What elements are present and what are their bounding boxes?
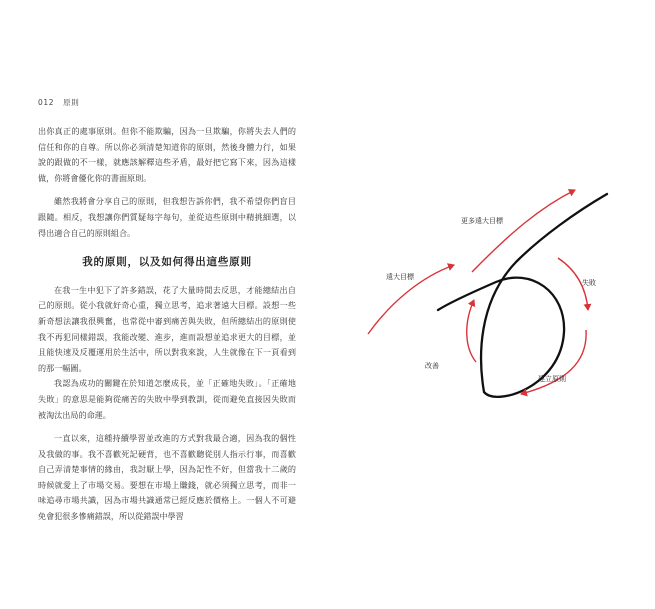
label-goals: 遠大目標	[386, 273, 414, 281]
diagram-canvas	[366, 182, 626, 412]
body-text-column	[38, 124, 296, 525]
chapter-title: 原則	[63, 98, 80, 107]
page-number: 012	[38, 98, 55, 107]
label-bigger-goals: 更多遠大目標	[461, 217, 503, 225]
arrow-principles	[521, 330, 586, 394]
label-improve: 改善	[425, 362, 439, 370]
running-header	[38, 97, 79, 108]
intro-paragraph-2: 雖然我將會分享自己的原則，但我想告訴你們，我不希望你們盲目跟隨。相反，我想讓你們質疑每字每句，並從這些原則中精挑細選，以得出適合自己的原則組合。	[38, 196, 296, 238]
main-paragraph-1: 在我一生中犯下了許多錯誤，花了大量時間去反思，才能總結出自己的原則。從小我就好奇心重，獨立思考，追求著遠大目標。設想一些新奇想法讓我很興奮，也常從中審到痛苦與失敗，但所總結出的原則使我不再犯同樣錯誤，我能改變、進步，進而設想並追求更大的目標，並且能快速及反覆運用於生活中，所以對我來說，人生就像在下一頁看到的那一幅圖。	[38, 284, 296, 373]
section-heading: 我的原則，以及如何得出這些原則	[82, 256, 252, 269]
main-paragraph-2: 我認為成功的關鍵在於知道怎麼成長，並「正確地失敗」。「正確地失敗」的意思是能夠從痛苦的失敗中學到教訓，從而避免直接因失敗而被淘汰出局的命運。	[38, 378, 296, 420]
main-paragraph-3: 一直以來，這種持續學習並改進的方式對我最合適，因為我的個性及我做的事。我不喜歡死記硬背，也不喜歡聽從別人指示行事，而喜歡自己弄清楚事情的緣由，我討厭上學，因為記性不好，但當我十二歲的時候就愛上了市場交易。要想在市場上賺錢，就必須獨立思考，而非一味追尋市場共識，因為市場共識通常已經反應於價格上。一個人不可避免會犯很多慘痛錯誤，所以從錯誤中學習	[38, 433, 296, 522]
label-principles: 建立原則	[538, 375, 566, 383]
arrow-improve	[467, 300, 476, 362]
intro-paragraph-1: 出你真正的處事原則。但你不能欺騙，因為一旦欺騙，你將失去人們的信任和你的自尊。所以你必須清楚知道你的原則，然後身體力行，如果說的跟做的不一樣，就應該解釋這些矛盾，最好把它寫下來，因為這樣做，你將會優化你的書面原則。	[38, 126, 296, 183]
growth-loop-diagram	[366, 182, 626, 412]
label-failure: 失敗	[582, 279, 596, 287]
